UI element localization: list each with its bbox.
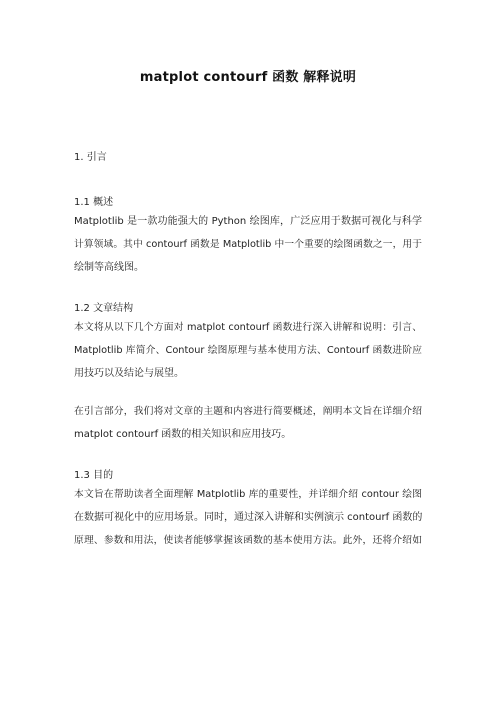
section-heading-purpose: 1.3 目的 [74,470,114,481]
overview-line-3: 绘制等高线图。 [74,262,144,273]
purpose-line-1: 本文旨在帮助读者全面理解 Matplotlib 库的重要性，并详细介绍 contour 绘图 [74,489,422,500]
section-heading-structure: 1.2 文章结构 [74,303,134,314]
structure-line-1: 本文将从以下几个方面对 matplot contourf 函数进行深入讲解和说明：引言、 [74,322,422,333]
section-heading-overview: 1.1 概述 [74,197,114,208]
structure-line-3: 用技巧以及结论与展望。 [74,368,184,379]
overview-line-2: 计算领域。其中 contourf 函数是 Matplotlib 中一个重要的绘图函数之一，用于 [74,239,422,250]
overview-line-1: Matplotlib 是一款功能强大的 Python 绘图库，广泛应用于数据可视化与科学 [74,216,422,227]
intro-summary-line-2: matplot contourf 函数的相关知识和应用技巧。 [74,429,292,440]
section-heading-introduction: 1. 引言 [74,152,107,163]
document-title: matplot contourf 函数 解释说明 [139,70,357,85]
purpose-line-2: 在数据可视化中的应用场景。同时，通过深入讲解和实例演示 contourf 函数的 [74,512,423,523]
purpose-line-3: 原理、参数和用法，使读者能够掌握该函数的基本使用方法。此外，还将介绍如 [74,535,422,546]
intro-summary-line-1: 在引言部分，我们将对文章的主题和内容进行简要概述，阐明本文旨在详细介绍 [74,406,422,417]
structure-line-2: Matplotlib 库简介、Contour 绘图原理与基本使用方法、Contourf 函数进阶应 [74,345,422,356]
